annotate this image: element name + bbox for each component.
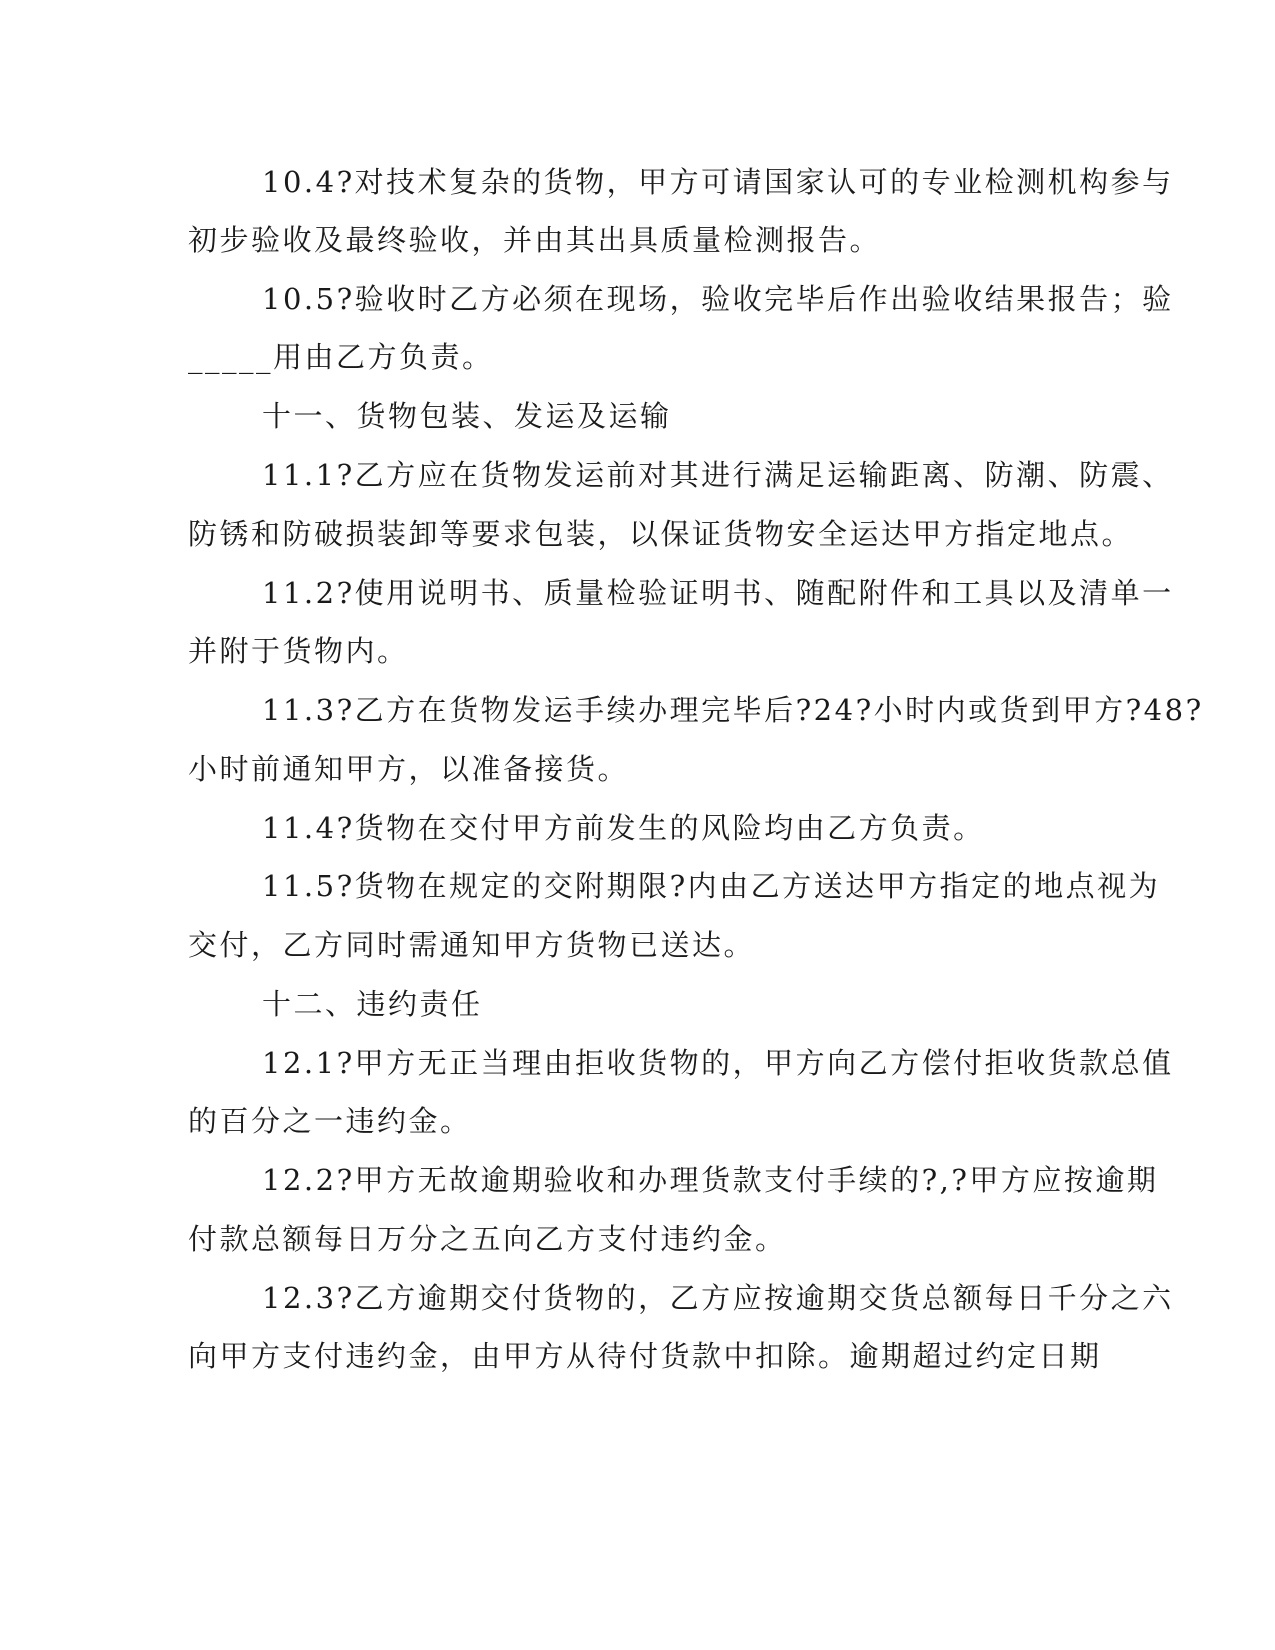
section-heading: 十一、货物包装、发运及运输: [262, 399, 672, 433]
text-line: 交付，乙方同时需通知甲方货物已送达。: [188, 928, 756, 962]
text-line: 11.5?货物在规定的交附期限?内由乙方送达甲方指定的地点视为: [262, 869, 1161, 903]
text-line: 初步验收及最终验收，并由其出具质量检测报告。: [188, 223, 882, 257]
text-line: 11.3?乙方在货物发运手续办理完毕后?24?小时内或货到甲方?48?: [262, 693, 1204, 727]
text-line: 12.2?甲方无故逾期验收和办理货款支付手续的?,?甲方应按逾期: [262, 1163, 1159, 1197]
section-heading: 十二、违约责任: [262, 987, 483, 1021]
text-line: 12.1?甲方无正当理由拒收货物的，甲方向乙方偿付拒收货款总值: [262, 1046, 1174, 1080]
text-line: 并附于货物内。: [188, 634, 409, 668]
text-line: _____用由乙方负责。: [188, 340, 494, 374]
text-line: 的百分之一违约金。: [188, 1104, 472, 1138]
text-line: 11.4?货物在交付甲方前发生的风险均由乙方负责。: [262, 811, 985, 845]
text-line: 10.4?对技术复杂的货物，甲方可请国家认可的专业检测机构参与: [262, 165, 1174, 199]
text-line: 12.3?乙方逾期交付货物的，乙方应按逾期交货总额每日千分之六: [262, 1281, 1174, 1315]
text-line: 防锈和防破损装卸等要求包装，以保证货物安全运达甲方指定地点。: [188, 517, 1134, 551]
text-line: 11.2?使用说明书、质量检验证明书、随配附件和工具以及清单一: [262, 576, 1174, 610]
text-line: 小时前通知甲方，以准备接货。: [188, 752, 630, 786]
text-line: 11.1?乙方应在货物发运前对其进行满足运输距离、防潮、防震、: [262, 458, 1174, 492]
text-line: 向甲方支付违约金，由甲方从待付货款中扣除。逾期超过约定日期: [188, 1339, 1102, 1373]
text-line: 10.5?验收时乙方必须在现场，验收完毕后作出验收结果报告；验: [262, 282, 1174, 316]
text-line: 付款总额每日万分之五向乙方支付违约金。: [188, 1222, 787, 1256]
